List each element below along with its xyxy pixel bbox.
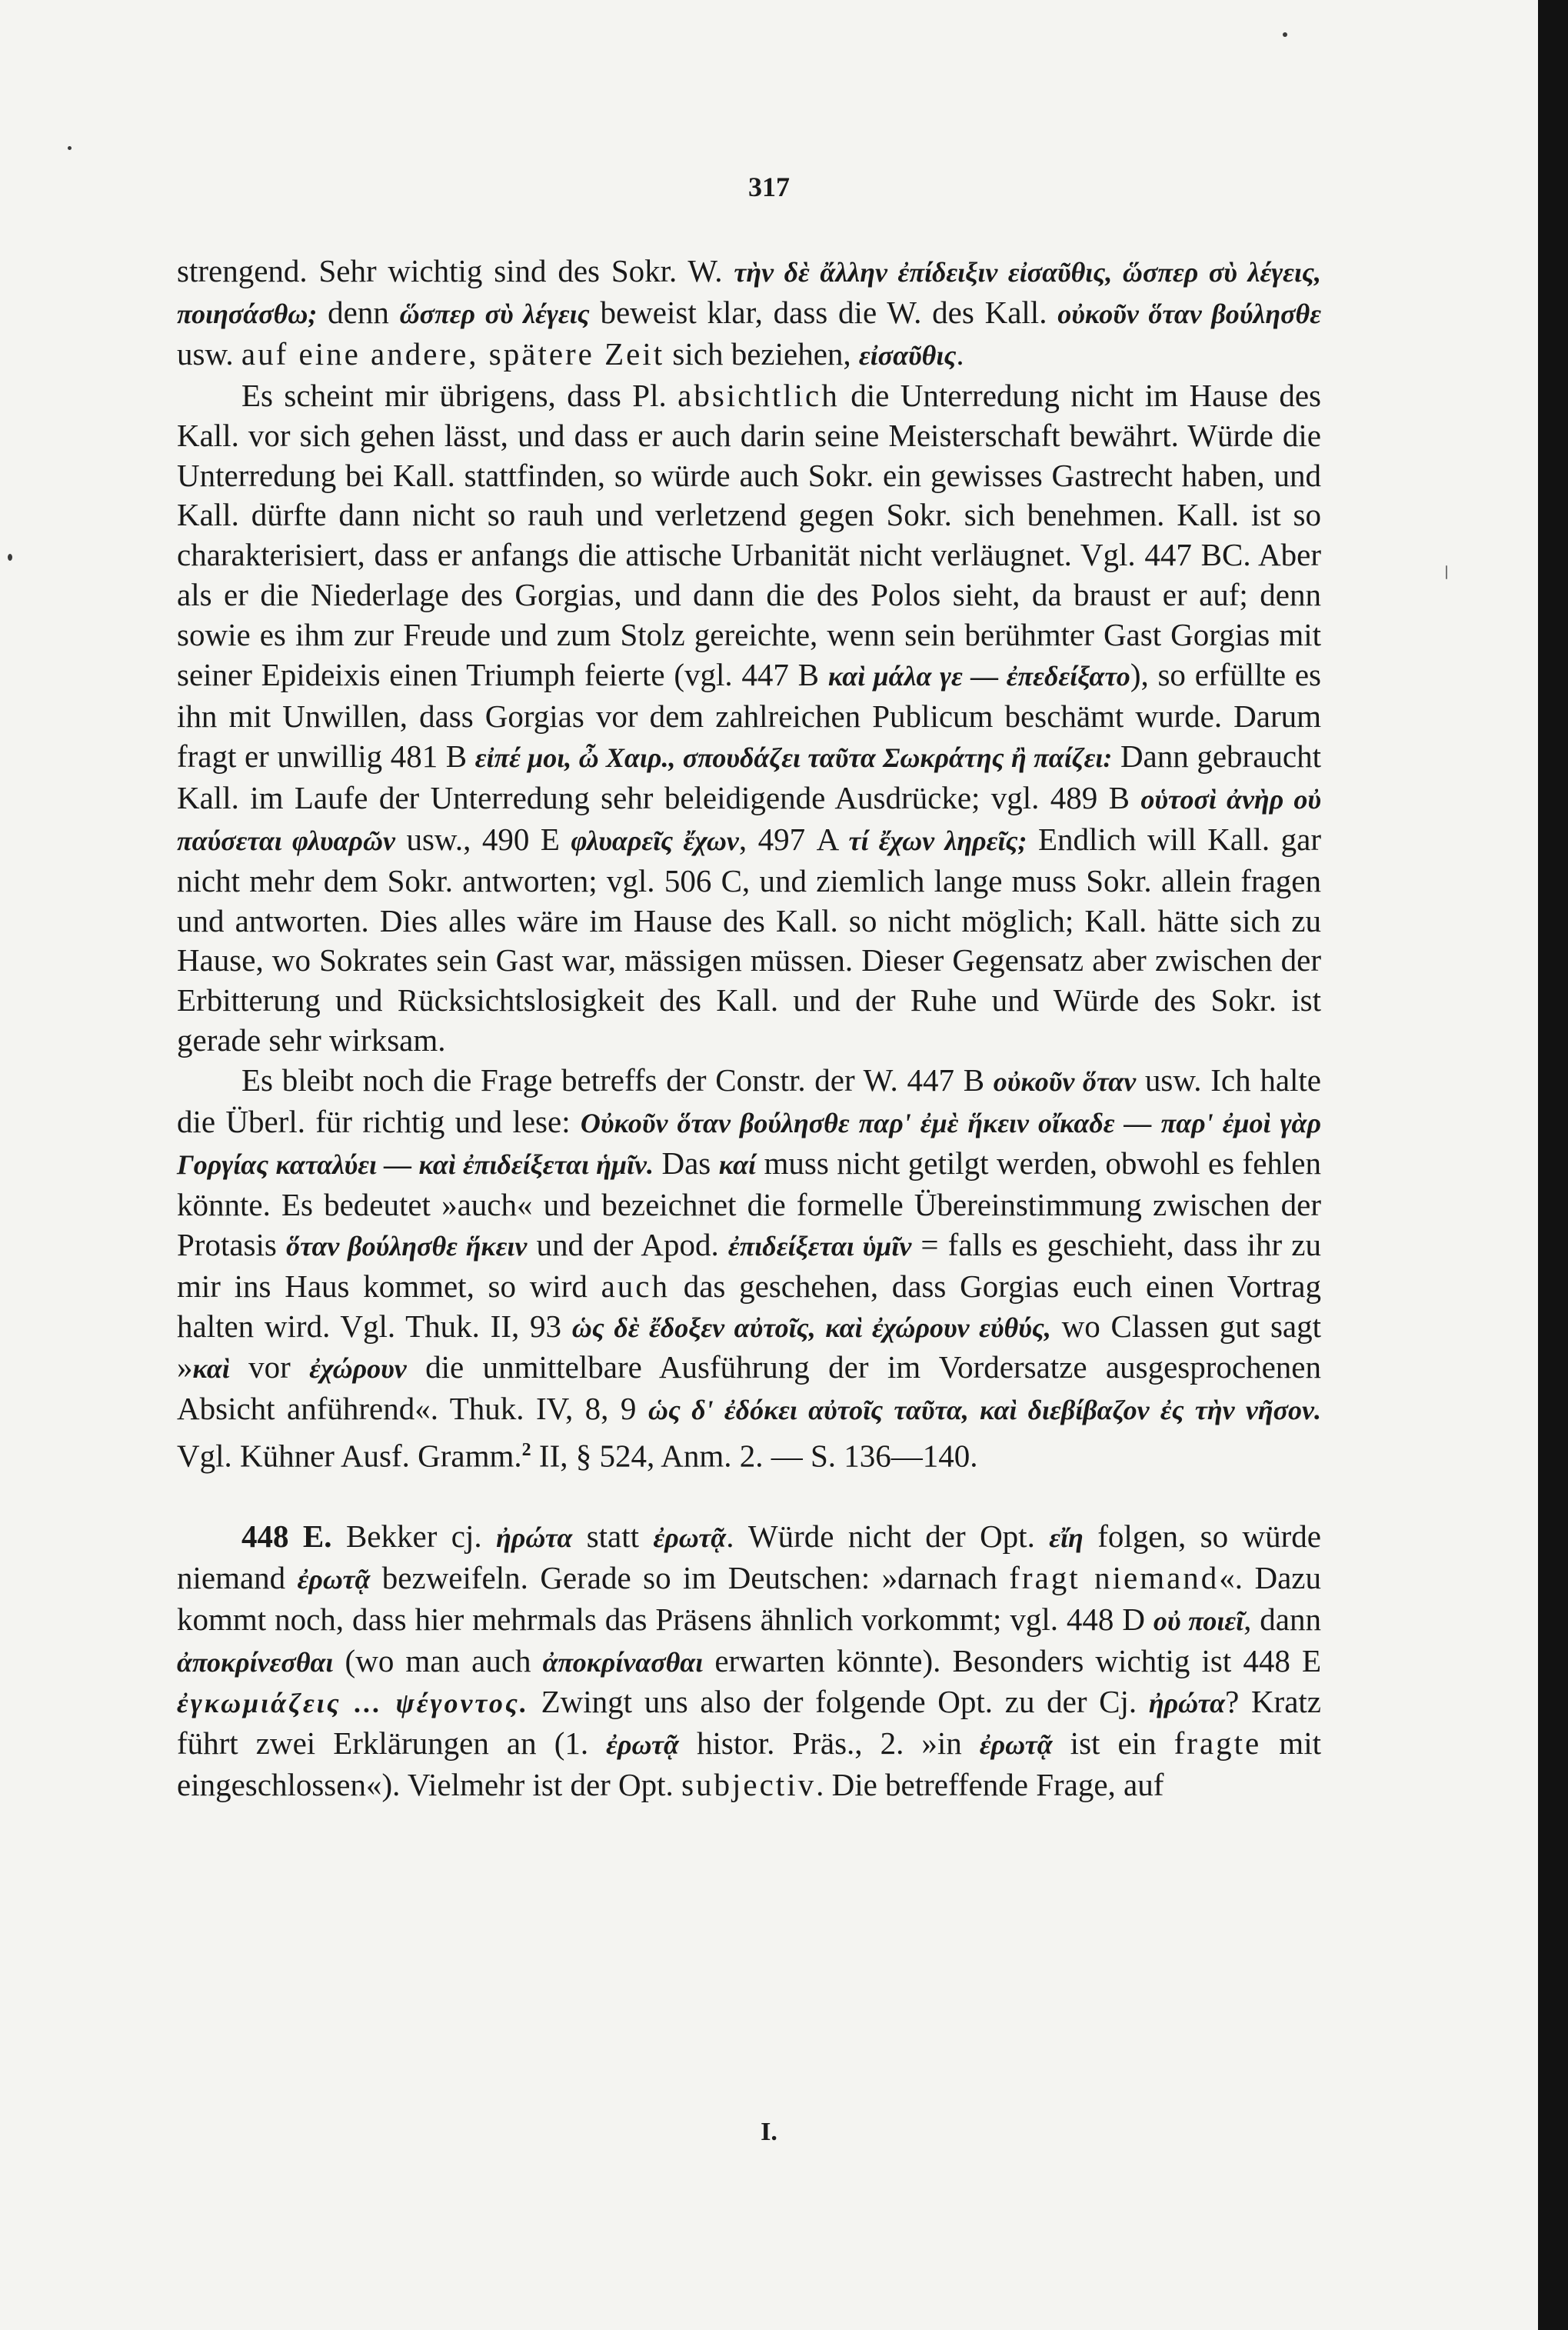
greek-quote: τὴν δὲ ἄλλην ἐπίδειξιν εἰσαῦθις, ὥσπερ σὺ λέγεις, ποιησάσθω;	[177, 257, 1322, 329]
emphasis: fragte	[1174, 1725, 1262, 1762]
page-number: 317	[748, 172, 790, 202]
greek-quote: ἐρωτᾷ	[653, 1522, 727, 1553]
greek-quote: ὡς δ' ἐδόκει αὐτοῖς ταῦτα, καὶ διεβίβαζον ἐς τὴν νῆσον.	[648, 1395, 1321, 1426]
printer-signature: I.	[761, 2118, 777, 2146]
ink-speck	[1283, 32, 1287, 37]
greek-quote: ἐχώρουν	[309, 1353, 407, 1385]
greek-quote: καί	[718, 1148, 757, 1180]
greek-quote: καὶ	[192, 1353, 230, 1385]
greek-quote: ἀποκρίνασθαι	[542, 1646, 704, 1678]
scan-edge	[1538, 0, 1568, 2330]
greek-quote: φλυαρεῖς ἔχων	[571, 825, 739, 856]
superscript: 2	[521, 1440, 531, 1461]
emphasis: auf eine andere, spätere Zeit	[241, 335, 665, 372]
greek-quote: οὑτοσὶ ἀνὴρ οὐ παύσεται φλυαρῶν	[177, 783, 1321, 856]
greek-quote: Οὐκοῦν ὅταν βούλησθε παρ' ἐμὲ ἥκειν οἴκαδε — παρ' ἐμοὶ γὰρ Γοργίας καταλύει — καὶ ἐπιδείξεται ἡμῖν.	[177, 1108, 1322, 1180]
paragraph-3: Es bleibt noch die Frage betreffs der Constr. der W. 447 B οὐκοῦν ὅταν usw. Ich halte die Überl. für richtig und lese: Οὐκοῦν ὅταν βούλησθε παρ' ἐμὲ ἥκειν οἴκαδε — παρ' ἐμοὶ γὰρ Γοργίας καταλύει — καὶ ἐπιδείξεται ἡμῖν. Das καί muss nicht getilgt werden, obwohl es fehlen könnte. Es bedeutet »auch« und bezeichnet die formelle Übereinstimmung zwischen der Protasis ὅταν βούλησθε ἥκειν und der Apod. ἐπιδείξεται ὑμῖν = falls es geschieht, dass ihr zu mir ins Haus kommet, so wird auch das geschehen, dass Gorgias euch einen Vortrag halten wird. Vgl. Thuk. II, 93 ὡς δὲ ἔδοξεν αὐτοῖς, καὶ ἐχώρουν εὐθύς, wo Classen gut sagt »καὶ vor ἐχώρουν die unmittelbare Ausführung der im Vordersatze ausgesprochenen Absicht anführend«. Thuk. IV, 8, 9 ὡς δ' ἐδόκει αὐτοῖς ταῦτα, καὶ διεβίβαζον ἐς τὴν νῆσον. Vgl. Kühner Ausf. Gramm.$^2$ II, § 524, Anm. 2. — S. 136—140.	[177, 1062, 1322, 1474]
ink-speck	[8, 554, 12, 561]
greek-quote: ὥσπερ σὺ λέγεις	[399, 298, 590, 329]
greek-quote: ἐρωτᾷ	[297, 1563, 371, 1595]
greek-quote: ἐγκωμιάζεις ... ψέγοντος.	[177, 1688, 529, 1719]
greek-quote: ἐρωτᾷ	[606, 1729, 679, 1761]
emphasis: fragt niemand	[1009, 1559, 1220, 1595]
emphasis: absichtlich	[677, 377, 840, 413]
greek-quote: οὐ ποιεῖ	[1153, 1605, 1244, 1636]
greek-quote: οὐκοῦν ὅταν	[993, 1066, 1137, 1098]
paragraph-2: Es scheint mir übrigens, dass Pl. absichtlich die Unterredung nicht im Hause des Kall. vor sich gehen lässt, und dass er auch darin seine Meisterschaft bewährt. Würde die Unterredung bei Kall. stattfinden, so würde auch Sokr. ein gewisses Gastrecht haben, und Kall. dürfte dann nicht so rauh und verletzend gegen Sokr. sich benehmen. Kall. ist so charakterisiert, dass er anfangs die attische Urbanität nicht verläugnet. Vgl. 447 BC. Aber als er die Niederlage des Gorgias, und dann die des Polos sieht, da braust er auf; denn sowie es ihm zur Freude und zum Stolz gereichte, wenn sein berühmter Gast Gorgias mit seiner Epideixis einen Triumph feierte (vgl. 447 B καὶ μάλα γε — ἐπεδείξατο), so erfüllte es ihn mit Unwillen, dass Gorgias vor dem zahlreichen Publicum beschämt wurde. Darum fragt er unwillig 481 B εἰπέ μοι, ὦ Χαιρ., σπουδάζει ταῦτα Σωκράτης ἢ παίζει: Dann gebraucht Kall. im Laufe der Unterredung sehr beleidigende Ausdrücke; vgl. 489 B οὑτοσὶ ἀνὴρ οὐ παύσεται φλυαρῶν usw., 490 E φλυαρεῖς ἔχων, 497 A τί ἔχων ληρεῖς; Endlich will Kall. gar nicht mehr dem Sokr. antworten; vgl. 506 C, und ziemlich lange muss Sokr. allein fragen und antworten. Dies alles wäre im Hause des Kall. so nicht möglich; Kall. hätte sich zu Hause, wo Sokrates sein Gast war, mässigen müssen. Dieser Gegensatz aber zwischen der Erbitterung und Rücksichtslosigkeit des Kall. und der Ruhe und Würde des Sokr. ist gerade sehr wirksam.	[177, 377, 1322, 1058]
greek-quote: ἠρώτα	[496, 1522, 573, 1553]
greek-quote: ἐπιδείξεται ὑμῖν	[727, 1230, 912, 1262]
greek-quote: ἠρώτα	[1148, 1688, 1226, 1719]
greek-quote: οὐκοῦν ὅταν βούλησθε	[1057, 298, 1321, 329]
ink-speck	[1446, 565, 1447, 579]
ink-speck	[68, 146, 72, 150]
greek-quote: τί ἔχων ληρεῖς;	[848, 825, 1027, 856]
greek-quote: εἴη	[1049, 1522, 1084, 1553]
section-ref: 448 E.	[241, 1518, 332, 1554]
greek-quote: ὡς δὲ ἔδοξεν αὐτοῖς, καὶ ἐχώρουν εὐθύς,	[571, 1312, 1051, 1343]
greek-quote: ἀποκρίνεσθαι	[177, 1646, 334, 1678]
greek-quote: εἰπέ μοι, ὦ Χαιρ., σπουδάζει ταῦτα Σωκράτης ἢ παίζει:	[474, 742, 1113, 773]
paragraph-4: 448 E. Bekker cj. ἠρώτα statt ἐρωτᾷ. Würde nicht der Opt. εἴη folgen, so würde niemand ἐρωτᾷ bezweifeln. Gerade so im Deutschen: »darnach fragt niemand«. Dazu kommt noch, dass hier mehrmals das Präsens ähnlich vorkommt; vgl. 448 D οὐ ποιεῖ, dann ἀποκρίνεσθαι (wo man auch ἀποκρίνασθαι erwarten könnte). Besonders wichtig ist 448 E ἐγκωμιάζεις ... ψέγοντος. Zwingt uns also der folgende Opt. zu der Cj. ἠρώτα? Kratz führt zwei Erklärungen an (1. ἐρωτᾷ histor. Präs., 2. »in ἐρωτᾷ ist ein fragte mit eingeschlossen«). Vielmehr ist der Opt. subjectiv. Die betreffende Frage, auf	[177, 1518, 1322, 1803]
greek-quote: καὶ μάλα γε — ἐπεδείξατο	[827, 661, 1130, 692]
greek-quote: ἐρωτᾷ	[979, 1729, 1053, 1761]
paragraph-1: strengend. Sehr wichtig sind des Sokr. W. τὴν δὲ ἄλλην ἐπίδειξιν εἰσαῦθις, ὥσπερ σὺ λέγεις, ποιησάσθω; denn ὥσπερ σὺ λέγεις beweist klar, dass die W. des Kall. οὐκοῦν ὅταν βούλησθε usw. auf eine andere, spätere Zeit sich beziehen, εἰσαῦθις.	[177, 253, 1322, 372]
greek-quote: εἰσαῦθις	[858, 339, 957, 371]
emphasis: subjectiv	[681, 1767, 817, 1803]
body-text	[177, 252, 1321, 1805]
emphasis: auch	[601, 1268, 670, 1304]
greek-quote: ὅταν βούλησθε ἥκειν	[285, 1230, 528, 1262]
